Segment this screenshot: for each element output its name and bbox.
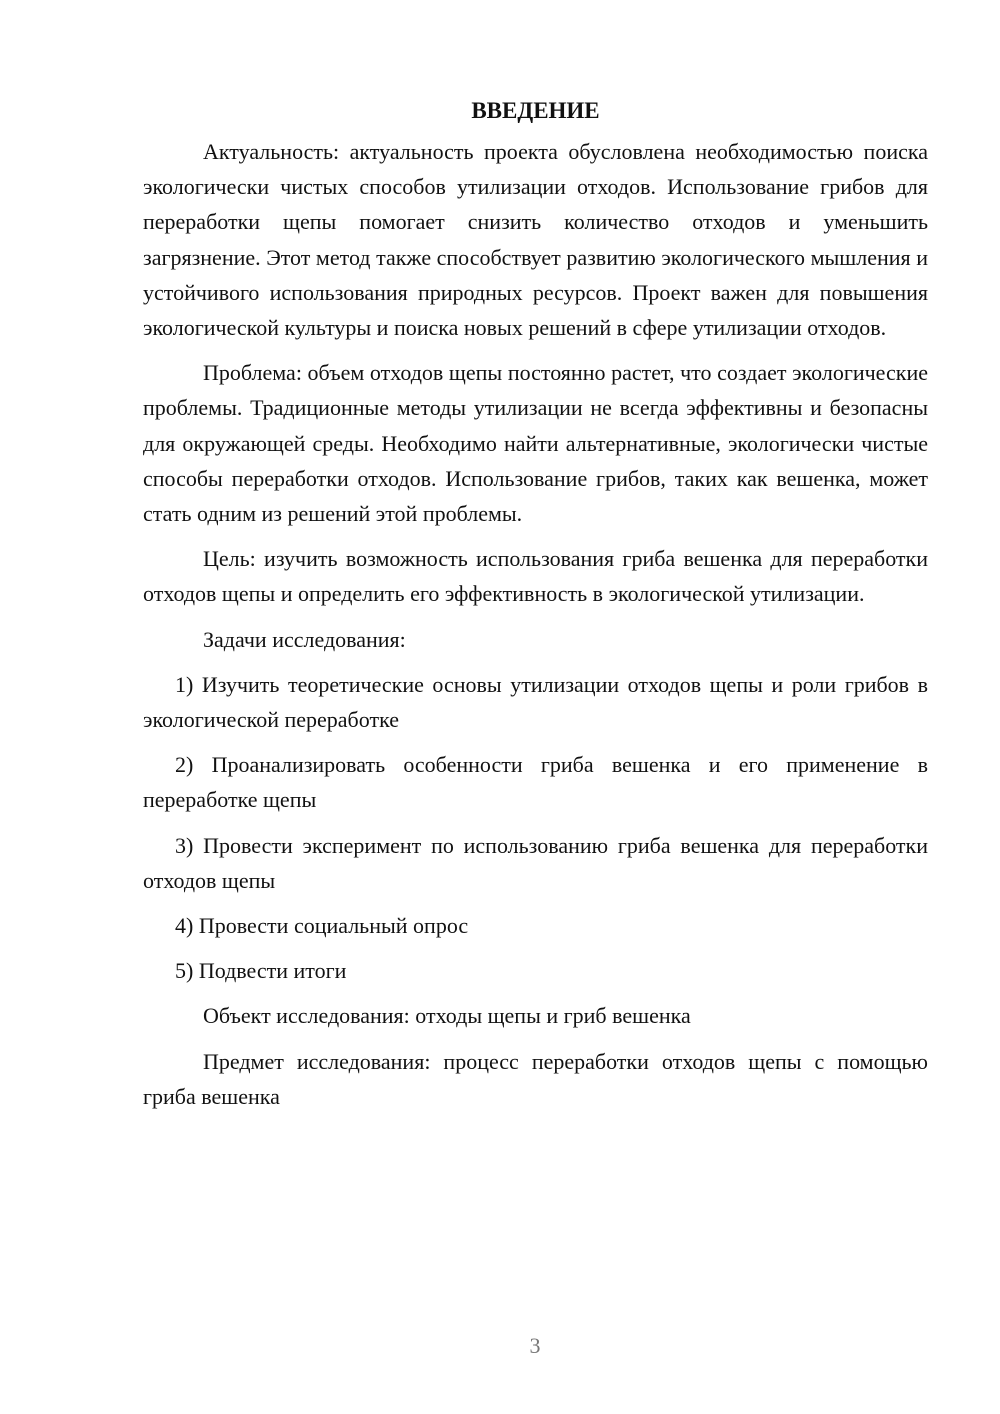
task-item-3: 3) Провести эксперимент по использованию гриба вешенка для переработки отходов щепы xyxy=(143,832,928,893)
relevance-paragraph: Актуальность: актуальность проекта обусловлена необходимостью поиска экологически чистых способов утилизации отходов. Использование грибов для переработки щепы помогает снизить количество отходов и уменьшить загрязнение. Этот метод также способствует развитию экологического мышления и устойчивого использования природных ресурсов. Проект важен для повышения экологической культуры и поиска новых решений в сфере утилизации отходов. xyxy=(143,139,928,341)
page-number: 3 xyxy=(529,1333,541,1358)
research-object-paragraph: Объект исследования: отходы щепы и гриб вешенка xyxy=(203,1003,691,1029)
research-subject-paragraph: Предмет исследования: процесс переработки отходов щепы с помощью гриба вешенка xyxy=(143,1048,928,1109)
task-item-5: 5) Подвести итоги xyxy=(175,958,347,984)
document-page xyxy=(143,93,928,1124)
problem-paragraph: Проблема: объем отходов щепы постоянно растет, что создает экологические проблемы. Традиционные методы утилизации не всегда эффективны и безопасны для окружающей среды. Необходимо найти альтернативные, экологически чистые способы переработки отходов. Использование грибов, таких как вешенка, может стать одним из решений этой проблемы. xyxy=(143,360,928,527)
tasks-list xyxy=(143,667,928,989)
task-item-2: 2) Проанализировать особенности гриба вешенка и его применение в переработке щепы xyxy=(143,752,928,813)
task-item-4: 4) Провести социальный опрос xyxy=(175,913,469,939)
page-title: ВВЕДЕНИЕ xyxy=(471,98,600,123)
task-item-1: 1) Изучить теоретические основы утилизации отходов щепы и роли грибов в экологической переработке xyxy=(143,671,928,733)
goal-paragraph: Цель: изучить возможность использования гриба вешенка для переработки отходов щепы и определить его эффективность в экологической утилизации. xyxy=(143,546,928,607)
tasks-heading: Задачи исследования: xyxy=(203,626,406,652)
